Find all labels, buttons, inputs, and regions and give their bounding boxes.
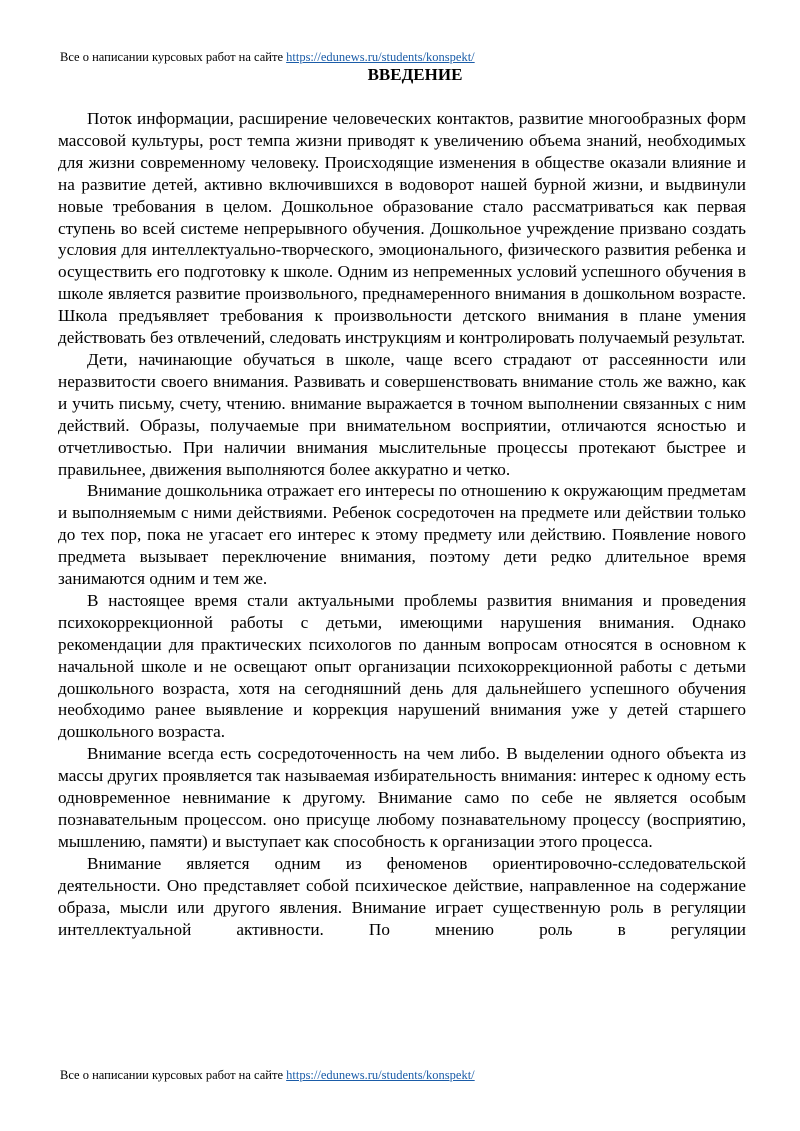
paragraph-3: Внимание дошкольника отражает его интересы по отношению к окружающим предметам и выполняемым с ними действиями. Ребенок сосредоточен на предмете или действии только до тех пор, пока не угасает его интерес к этому предмету или действию. Появление нового предмета вызывает переключение внимания, поэтому дети редко длительное время занимаются одним и тем же. — [58, 481, 746, 589]
paragraph-2: Дети, начинающие обучаться в школе, чаще всего страдают от рассеянности или неразвитости своего внимания. Развивать и совершенствовать внимание столь же важно, как и учить письму, счету, чтению. внимание выражается в точном выполнении связанных с ним действий. Образы, получаемые при внимательном восприятии, отличаются ясностью и отчетливостью. При наличии внимания мыслительные процессы протекают быстрее и правильнее, движения выполняются более аккуратно и четко. — [58, 349, 746, 479]
document-body — [58, 108, 746, 940]
page-footer — [60, 1068, 475, 1083]
header-text: Все о написании курсовых работ на сайте — [60, 50, 287, 64]
document-title: ВВЕДЕНИЕ — [367, 65, 463, 84]
paragraph-4: В настоящее время стали актуальными проблемы развития внимания и проведения психокоррекционной работы с детьми, имеющими нарушения внимания. Однако рекомендации для практических психологов по данным вопросам относятся в основном к начальной школе и не освещают опыт организации психокоррекционной работы с детьми дошкольного возраста, хотя на сегодняшний день для дальнейшего успешного обучения необходимо ранее выявление и коррекция нарушений внимания уже у детей старшего дошкольного возраста. — [58, 590, 746, 742]
footer-link[interactable]: https://edunews.ru/students/konspekt/ — [286, 1068, 475, 1082]
footer-text: Все о написании курсовых работ на сайте — [60, 1068, 287, 1082]
paragraph-1: Поток информации, расширение человеческих контактов, развитие многообразных форм массовой культуры, рост темпа жизни приводят к увеличению объема знаний, необходимых для жизни современному человеку. Происходящие изменения в обществе оказали влияние и на развитие детей, активно включившихся в водоворот нашей бурной жизни, и выдвинули новые требования в целом. Дошкольное образование стало рассматриваться как первая ступень во всей системе непрерывного обучения. Дошкольное учреждение призвано создать условия для интеллектуально-творческого, эмоционального, физического развития ребенка и осуществить его подготовку к школе. Одним из непременных условий успешного обучения в школе является развитие произвольного, преднамеренного внимания в дошкольном возрасте. Школа предъявляет требования к произвольности детского внимания в плане умения действовать без отвлечений, следовать инструкциям и контролировать получаемый результат. — [58, 109, 746, 348]
paragraph-5: Внимание всегда есть сосредоточенность на чем либо. В выделении одного объекта из массы других проявляется так называемая избирательность внимания: интерес к одному есть одновременное невнимание к другому. Внимание само по себе не является особым познавательным процессом. оно присуще любому познавательному процессу (восприятию, мышлению, памяти) и выступает как способность к организации этого процесса. — [58, 744, 746, 851]
paragraph-6: Внимание является одним из феноменов ориентировочно-сследовательской деятельности. Оно представляет собой психическое действие, направленное на содержание образа, мысли или другого явления. Внимание играет существенную роль в регуляции интеллектуальной активности. По мнению роль в регуляции — [58, 853, 746, 939]
page-header — [60, 50, 475, 65]
header-link[interactable]: https://edunews.ru/students/konspekt/ — [286, 50, 475, 64]
